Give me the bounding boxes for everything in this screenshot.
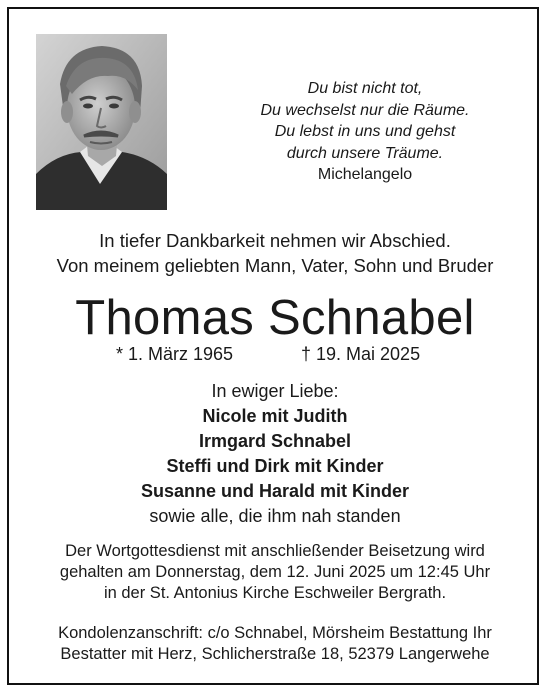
deceased-name: Thomas Schnabel — [75, 291, 475, 345]
intro-text — [0, 228, 550, 278]
contact-line: Kondolenzanschrift: c/o Schnabel, Mörsheim Bestattung Ihr — [58, 624, 492, 642]
death-date: † 19. Mai 2025 — [301, 344, 421, 364]
mourner-name: Susanne und Harald mit Kinder — [140, 481, 410, 501]
mourner-name: Nicole mit Judith — [202, 406, 348, 426]
portrait-photo — [36, 34, 167, 210]
poem-line: Du bist nicht tot, — [307, 80, 423, 97]
service-info — [0, 541, 550, 604]
intro-line: In tiefer Dankbarkeit nehmen wir Abschied. — [99, 230, 451, 251]
mourners — [0, 379, 550, 529]
poem-author: Michelangelo — [317, 166, 413, 183]
poem-line: Du wechselst nur die Räume. — [260, 101, 470, 119]
mourner-name: Steffi und Dirk mit Kinder — [166, 456, 384, 476]
mourners-heading: In ewiger Liebe: — [211, 381, 339, 401]
service-line: gehalten am Donnerstag, dem 12. Juni 2025 um 12:45 Uhr — [59, 563, 491, 581]
poem-line: Du lebst in uns und gehst — [274, 123, 456, 140]
birth-date: * 1. März 1965 — [116, 344, 234, 364]
service-line: in der St. Antonius Kirche Eschweiler Bergrath. — [103, 584, 447, 602]
contact-line: Bestatter mit Herz, Schlicherstraße 18, 52379 Langerwehe — [60, 645, 490, 663]
mourners-closing: sowie alle, die ihm nah standen — [149, 506, 401, 526]
condolence-address — [0, 623, 550, 665]
poem — [200, 78, 530, 186]
intro-line: Von meinem geliebten Mann, Vater, Sohn und Bruder — [56, 255, 494, 276]
portrait-image — [36, 34, 167, 210]
poem-line: durch unsere Träume. — [286, 144, 444, 162]
service-line: Der Wortgottesdienst mit anschließender Beisetzung wird — [65, 542, 485, 560]
mourner-name: Irmgard Schnabel — [198, 431, 352, 451]
